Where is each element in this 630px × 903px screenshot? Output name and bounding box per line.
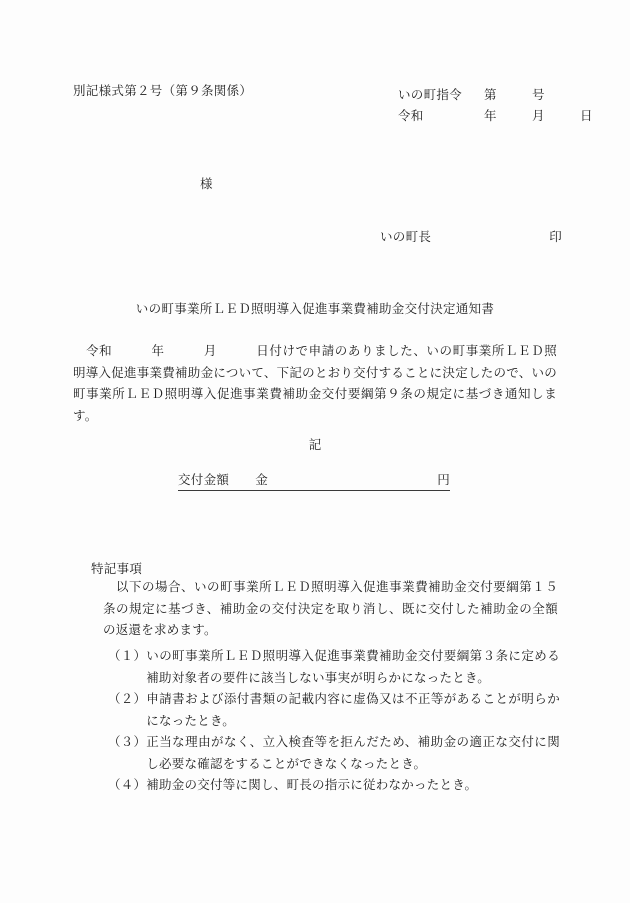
conditions-list bbox=[108, 645, 560, 796]
list-item bbox=[108, 731, 560, 774]
grant-amount-line bbox=[178, 470, 450, 491]
list-item bbox=[108, 774, 560, 796]
document-header-block bbox=[398, 84, 593, 126]
condition-number: （４） bbox=[108, 777, 147, 792]
condition-text: 補助金の交付等に関し、町長の指示に従わなかったとき。 bbox=[146, 777, 478, 792]
issue-date-row bbox=[398, 105, 593, 126]
list-item bbox=[108, 645, 560, 688]
seal-mark-icon: 印 bbox=[549, 229, 562, 244]
grant-amount-label: 交付金額 bbox=[178, 472, 230, 487]
record-marker: 記 bbox=[308, 437, 322, 452]
form-number: 別記様式第２号（第９条関係） bbox=[73, 83, 253, 98]
condition-text: 申請書および添付書類の記載内容に虚偽又は不正等があることが明らかになったとき。 bbox=[146, 691, 560, 728]
condition-number: （１） bbox=[108, 648, 147, 663]
body-paragraph: 令和 年 月 日付けで申請のありました、いの町事業所ＬＥＤ照明導入促進事業費補助金について、下記のとおり交付することに決定したので、いの町事業所ＬＥＤ照明導入促進事業費補助金交付要綱第９条の規定に基づき通知します。 bbox=[73, 343, 557, 423]
issuer-block bbox=[380, 227, 562, 245]
special-notes-heading: 特記事項 bbox=[91, 561, 143, 576]
condition-text: 正当な理由がなく、立入検査等を拒んだため、補助金の適正な交付に関し必要な確認をすることができなくなったとき。 bbox=[146, 734, 560, 771]
era-label: 令和 bbox=[398, 108, 424, 123]
condition-number: （３） bbox=[108, 734, 147, 749]
day-label: 日 bbox=[580, 108, 593, 123]
order-number-row bbox=[398, 84, 593, 105]
year-label: 年 bbox=[484, 108, 497, 123]
order-number-unit: 号 bbox=[532, 87, 545, 102]
list-item bbox=[108, 688, 560, 731]
order-number-label: 第 bbox=[484, 87, 497, 102]
currency-prefix: 金 bbox=[255, 472, 269, 487]
addressee-honorific: 様 bbox=[200, 176, 213, 191]
grant-amount-unit: 円 bbox=[437, 472, 450, 487]
condition-number: （２） bbox=[108, 691, 147, 706]
condition-text: いの町事業所ＬＥＤ照明導入促進事業費補助金交付要綱第３条に定める補助対象者の要件に該当しない事実が明らかになったとき。 bbox=[146, 648, 560, 685]
month-label: 月 bbox=[532, 108, 545, 123]
special-notes-paragraph: 以下の場合、いの町事業所ＬＥＤ照明導入促進事業費補助金交付要綱第１５条の規定に基づき、補助金の交付決定を取り消し、既に交付した補助金の全額の返還を求めます。 bbox=[103, 579, 558, 637]
issuer-name: いの町長 bbox=[380, 229, 432, 244]
document-title: いの町事業所ＬＥＤ照明導入促進事業費補助金交付決定通知書 bbox=[135, 301, 495, 316]
order-label: いの町指令 bbox=[398, 87, 463, 102]
